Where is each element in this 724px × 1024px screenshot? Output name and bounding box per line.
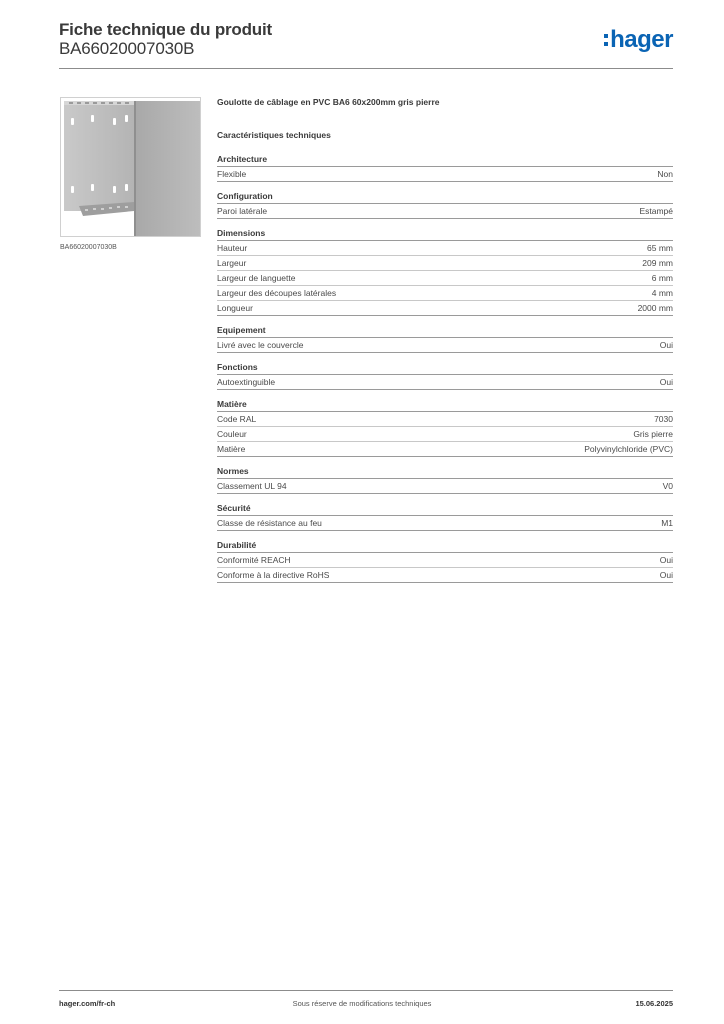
section-title: Dimensions bbox=[217, 227, 673, 241]
section-title: Normes bbox=[217, 465, 673, 479]
section-title: Architecture bbox=[217, 153, 673, 167]
spec-value: Polyvinylchloride (PVC) bbox=[584, 444, 673, 454]
spec-label: Hauteur bbox=[217, 243, 248, 253]
header-divider bbox=[59, 68, 673, 69]
section-title: Fonctions bbox=[217, 361, 673, 375]
spec-row bbox=[217, 479, 673, 494]
footer-disclaimer: Sous réserve de modifications techniques bbox=[292, 999, 432, 1008]
page-title: Fiche technique du produit bbox=[59, 20, 272, 39]
spec-label: Autoextinguible bbox=[217, 377, 276, 387]
spec-section bbox=[217, 361, 673, 390]
spec-section bbox=[217, 190, 673, 219]
spec-section bbox=[217, 398, 673, 457]
spec-row bbox=[217, 427, 673, 442]
spec-label: Largeur de languette bbox=[217, 273, 296, 283]
spec-section bbox=[217, 539, 673, 583]
footer-divider bbox=[59, 990, 673, 991]
image-caption: BA66020007030B bbox=[60, 244, 117, 251]
spec-value: Estampé bbox=[639, 206, 673, 216]
spec-row bbox=[217, 204, 673, 219]
spec-value: 6 mm bbox=[651, 273, 673, 283]
spec-section bbox=[217, 502, 673, 531]
section-title: Configuration bbox=[217, 190, 673, 204]
tech-heading: Caractéristiques techniques bbox=[217, 130, 331, 140]
spec-row bbox=[217, 568, 673, 583]
spec-label: Flexible bbox=[217, 169, 247, 179]
spec-label: Classe de résistance au feu bbox=[217, 518, 322, 528]
spec-section bbox=[217, 227, 673, 316]
spec-value: 7030 bbox=[654, 414, 673, 424]
spec-value: 4 mm bbox=[651, 288, 673, 298]
spec-value: 209 mm bbox=[642, 258, 673, 268]
spec-label: Largeur bbox=[217, 258, 247, 268]
spec-value: Non bbox=[657, 169, 673, 179]
spec-section bbox=[217, 153, 673, 182]
spec-label: Longueur bbox=[217, 303, 253, 313]
product-name: Goulotte de câblage en PVC BA6 60x200mm gris pierre bbox=[217, 97, 440, 107]
spec-value: Gris pierre bbox=[633, 429, 673, 439]
section-title: Equipement bbox=[217, 324, 673, 338]
spec-label: Largeur des découpes latérales bbox=[217, 288, 337, 298]
spec-row bbox=[217, 301, 673, 316]
section-title: Matière bbox=[217, 398, 673, 412]
spec-row bbox=[217, 286, 673, 301]
footer-date: 15.06.2025 bbox=[635, 999, 673, 1008]
logo-dots-icon bbox=[604, 34, 608, 46]
spec-value: V0 bbox=[662, 481, 673, 491]
cable-trunking-image bbox=[61, 98, 200, 236]
footer-website-link[interactable]: hager.com/fr-ch bbox=[59, 999, 116, 1008]
hager-logo[interactable] bbox=[604, 26, 673, 54]
spec-value: 65 mm bbox=[647, 243, 673, 253]
spec-row bbox=[217, 375, 673, 390]
spec-row bbox=[217, 241, 673, 256]
spec-content bbox=[217, 95, 673, 583]
spec-sections bbox=[217, 153, 673, 583]
spec-label: Livré avec le couvercle bbox=[217, 340, 304, 350]
spec-row bbox=[217, 412, 673, 427]
spec-row bbox=[217, 338, 673, 353]
spec-value: 2000 mm bbox=[637, 303, 673, 313]
spec-value: Oui bbox=[659, 570, 673, 580]
section-title: Durabilité bbox=[217, 539, 673, 553]
spec-value: Oui bbox=[659, 340, 673, 350]
spec-label: Code RAL bbox=[217, 414, 257, 424]
section-title: Sécurité bbox=[217, 502, 673, 516]
logo-text: hager bbox=[610, 26, 673, 53]
spec-value: Oui bbox=[659, 555, 673, 565]
spec-value: M1 bbox=[661, 518, 673, 528]
spec-value: Oui bbox=[659, 377, 673, 387]
product-reference: BA66020007030B bbox=[59, 39, 195, 58]
spec-label: Classement UL 94 bbox=[217, 481, 287, 491]
spec-label: Matière bbox=[217, 444, 246, 454]
product-image bbox=[60, 97, 201, 237]
spec-row bbox=[217, 167, 673, 182]
spec-row bbox=[217, 271, 673, 286]
spec-section bbox=[217, 465, 673, 494]
spec-label: Conformité REACH bbox=[217, 555, 291, 565]
spec-label: Conforme à la directive RoHS bbox=[217, 570, 330, 580]
spec-row bbox=[217, 256, 673, 271]
spec-section bbox=[217, 324, 673, 353]
spec-label: Couleur bbox=[217, 429, 247, 439]
spec-row bbox=[217, 553, 673, 568]
spec-row bbox=[217, 516, 673, 531]
spec-label: Paroi latérale bbox=[217, 206, 268, 216]
spec-row bbox=[217, 442, 673, 457]
